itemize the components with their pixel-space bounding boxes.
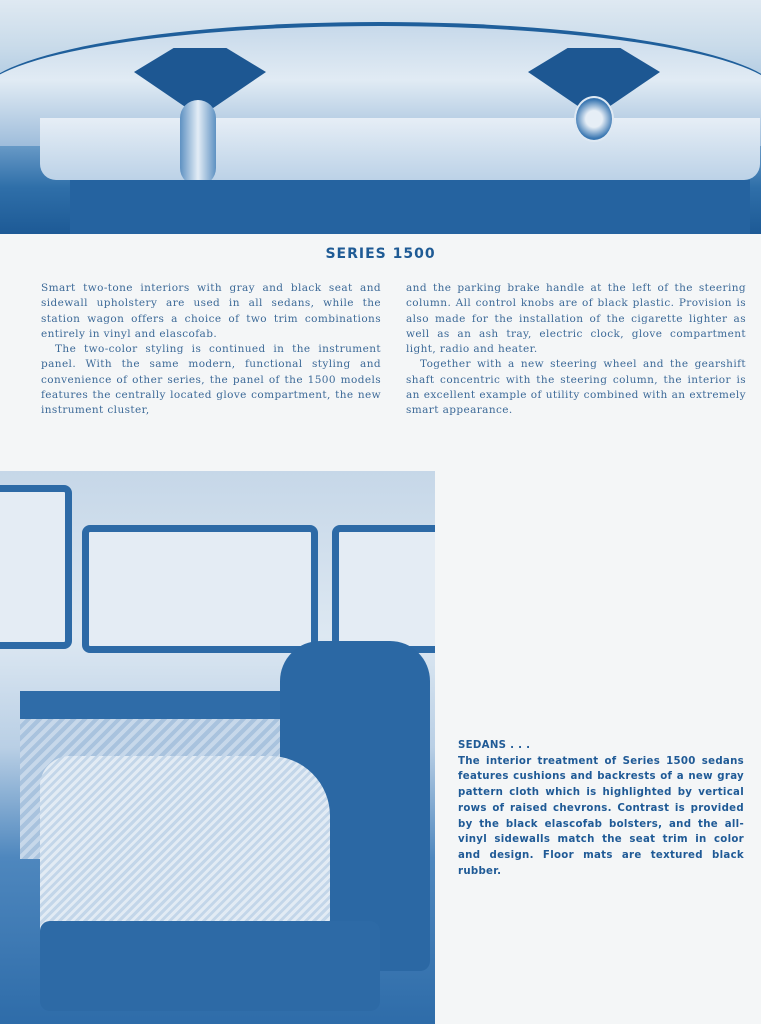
paragraph: The two-color styling is continued in the instrument panel. With the same modern, functional styling and convenience of other series, the panel of the 1500 models features the centrally located glove compartment, the new instrument cluster, (41, 343, 381, 417)
rear-door-window (82, 525, 318, 653)
paragraph: and the parking brake handle at the left of the steering column. All control knobs are of black plastic. Provision is also made for the installation of the cigarette lighter as well as an ash tray, electric clock, glove compartment light, radio and heater. (406, 282, 746, 356)
seat-base (40, 921, 380, 1011)
page-title: SERIES 1500 (325, 246, 436, 262)
caption-body: The interior treatment of Series 1500 sedans features cushions and backrests of a new gray pattern cloth which is highlighted by vertical rows of raised chevrons. Contrast is provided by the black elascofab bolsters, and the all-vinyl sidewalls match the seat trim in color and design. Floor mats are textured black rubber. (458, 755, 744, 877)
dash-lower-panel (40, 118, 760, 180)
body-column-right (406, 281, 746, 419)
dashboard-photo (0, 0, 761, 234)
steering-column (180, 100, 216, 186)
footwell-shadow (70, 180, 750, 234)
sedans-caption (458, 738, 744, 879)
paragraph: Together with a new steering wheel and the gearshift shaft concentric with the steering column, the interior is an excellent example of utility combined with an extremely smart appearance. (406, 358, 746, 417)
caption-heading: SEDANS . . . (458, 740, 531, 751)
paragraph: Smart two-tone interiors with gray and black seat and sidewall upholstery are used in all sedans, while the station wagon offers a choice of two trim combinations entirely in vinyl and elascofab. (41, 282, 381, 340)
quarter-window (332, 525, 435, 653)
interior-seat-photo (0, 471, 435, 1024)
clock-speaker (574, 96, 614, 142)
body-column-left (41, 281, 381, 419)
front-door-window (0, 485, 72, 649)
